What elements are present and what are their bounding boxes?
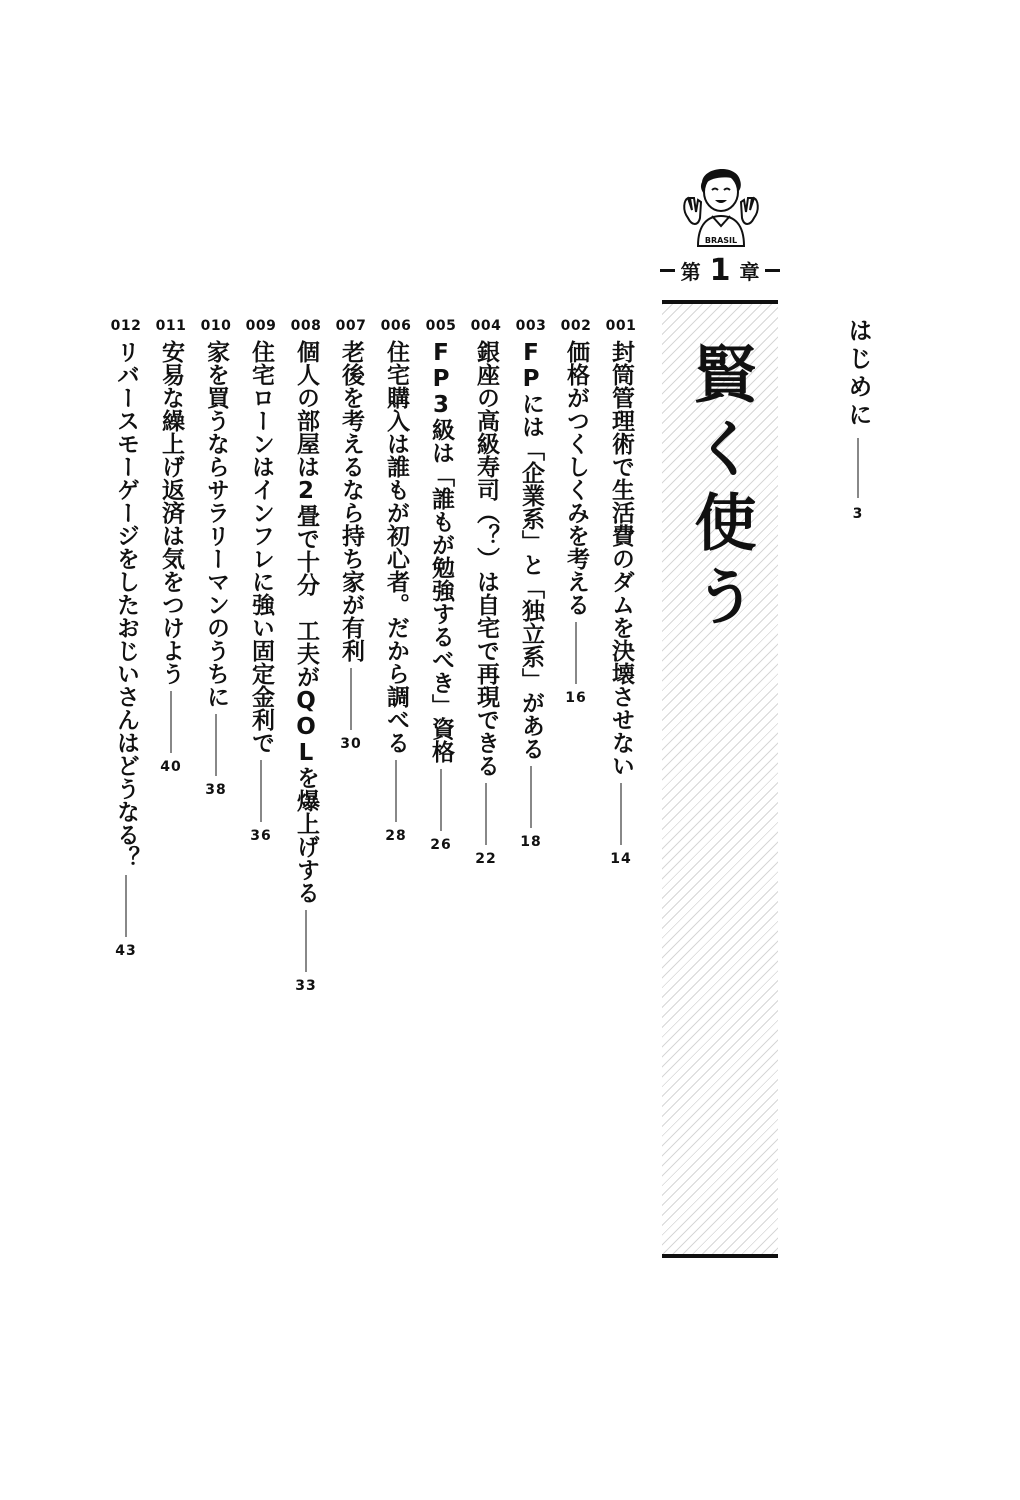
- toc-entry[interactable]: [463, 318, 509, 867]
- toc-entry[interactable]: [508, 318, 554, 850]
- toc-entry[interactable]: [148, 318, 194, 775]
- leader-line: [485, 783, 487, 845]
- entry-number: 007: [335, 318, 367, 334]
- entry-number: 010: [200, 318, 232, 334]
- chapter-number: 1: [709, 252, 731, 288]
- entry-page-number: 40: [160, 759, 182, 775]
- entry-number: 008: [290, 318, 322, 334]
- entry-number: 005: [425, 318, 457, 334]
- leader-line: [125, 875, 127, 937]
- entry-page-number: 14: [610, 851, 632, 867]
- leader-line: [857, 438, 859, 498]
- leader-line: [260, 760, 262, 822]
- entry-page-number: 22: [475, 851, 497, 867]
- chapter-panel: [662, 300, 778, 1258]
- chapter-label-rule-left: [660, 269, 675, 272]
- entry-page-number: 38: [205, 782, 227, 798]
- chapter-label-prefix: 第: [680, 259, 701, 284]
- toc-entry[interactable]: [328, 318, 374, 752]
- leader-line: [530, 766, 532, 828]
- chapter-label-rule-right: [765, 269, 780, 272]
- entry-title: 老後を考えるなら持ち家が有利: [338, 340, 364, 662]
- leader-line: [395, 760, 397, 822]
- toc-entry[interactable]: [103, 318, 149, 959]
- entry-page-number: 16: [565, 690, 587, 706]
- entry-number: 009: [245, 318, 277, 334]
- leader-line: [575, 622, 577, 684]
- leader-line: [170, 691, 172, 753]
- entry-title: FPには「企業系」と「独立系」がある: [518, 340, 544, 760]
- toc-entry[interactable]: [418, 318, 464, 853]
- entry-title: 安易な繰上げ返済は気をつけよう: [158, 340, 184, 685]
- entry-page-number: 26: [430, 837, 452, 853]
- entry-title: 住宅購入は誰もが初心者。だから調べる: [383, 340, 409, 754]
- entry-page-number: 18: [520, 834, 542, 850]
- leader-line: [440, 769, 442, 831]
- entry-page-number: 43: [115, 943, 137, 959]
- toc-entry[interactable]: [598, 318, 644, 867]
- entry-page-number: 28: [385, 828, 407, 844]
- entry-number: 002: [560, 318, 592, 334]
- entry-title: 封筒管理術で生活費のダムを決壊させない: [608, 340, 634, 777]
- chapter-title: 賢く使う: [684, 342, 757, 638]
- entry-title: 個人の部屋は2畳で十分 工夫がQOLを爆上げする: [293, 340, 319, 904]
- entry-title: 家を買うならサラリーマンのうちに: [203, 340, 229, 708]
- leader-line: [350, 668, 352, 730]
- chapter-label: [660, 250, 780, 290]
- intro-page-number: 3: [852, 506, 864, 522]
- entry-title: 銀座の高級寿司（？）は自宅で再現できる: [473, 340, 499, 777]
- entry-number: 001: [605, 318, 637, 334]
- toc-entry[interactable]: [283, 318, 329, 994]
- toc-entry[interactable]: [193, 318, 239, 798]
- leader-line: [305, 910, 307, 972]
- intro-title: はじめに: [844, 318, 872, 430]
- entry-number: 006: [380, 318, 412, 334]
- entry-number: 011: [155, 318, 187, 334]
- entry-number: 012: [110, 318, 142, 334]
- mascot-shirt-text: BRASIL: [704, 236, 738, 245]
- toc-entry[interactable]: [238, 318, 284, 844]
- entry-page-number: 30: [340, 736, 362, 752]
- entry-title: 住宅ローンはインフレに強い固定金利で: [248, 340, 274, 754]
- mascot-illustration: [660, 160, 780, 250]
- toc-entry-intro[interactable]: [838, 318, 878, 522]
- entry-page-number: 36: [250, 828, 272, 844]
- leader-line: [215, 714, 217, 776]
- entry-number: 004: [470, 318, 502, 334]
- chapter-label-suffix: 章: [739, 259, 760, 284]
- toc-entry[interactable]: [553, 318, 599, 706]
- entry-number: 003: [515, 318, 547, 334]
- entry-title: 価格がつくしくみを考える: [563, 340, 589, 616]
- toc-items: [104, 318, 644, 1418]
- leader-line: [620, 783, 622, 845]
- entry-title: FP3級は「誰もが勉強するべき」資格: [428, 340, 454, 763]
- entry-page-number: 33: [295, 978, 317, 994]
- toc-entry[interactable]: [373, 318, 419, 844]
- entry-title: リバースモーゲージをしたおじいさんはどうなる？: [113, 340, 139, 869]
